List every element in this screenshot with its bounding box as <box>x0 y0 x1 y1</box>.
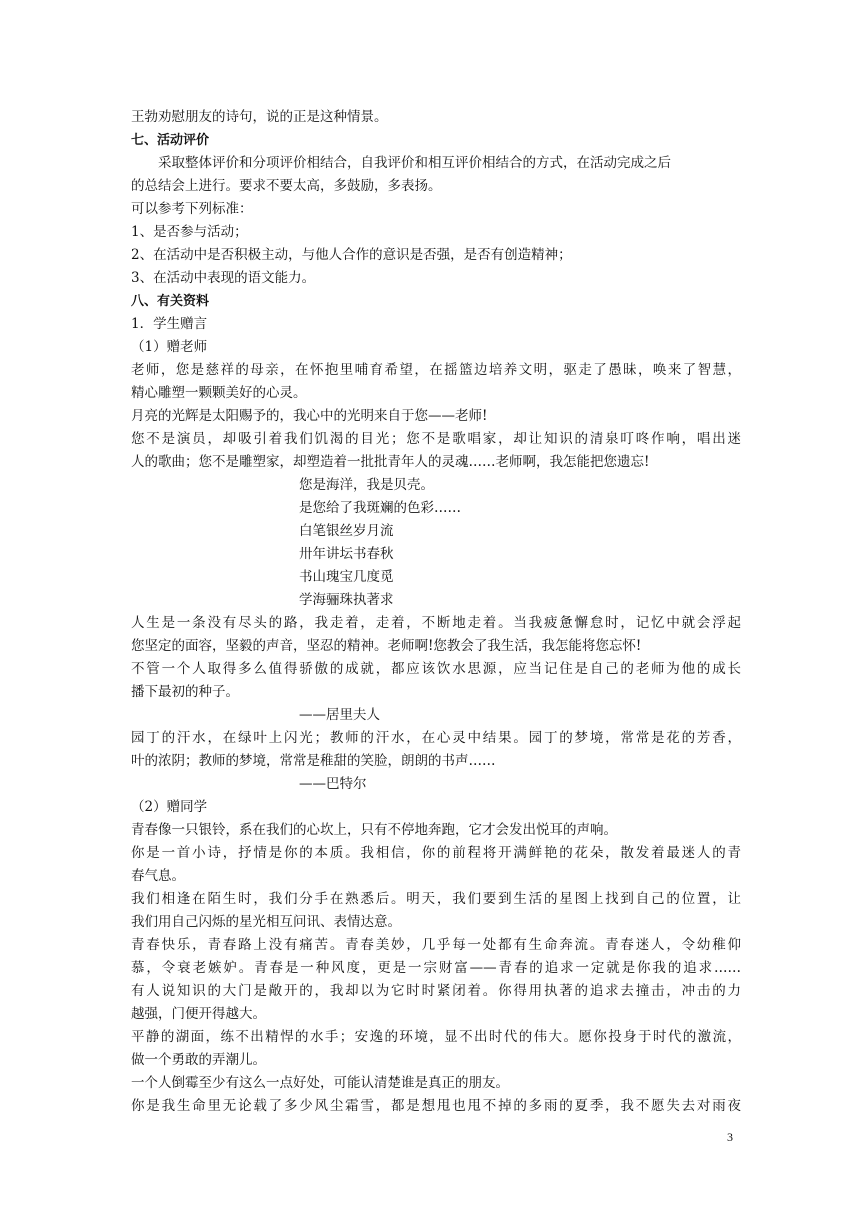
body-line: 2、在活动中是否积极主动，与他人合作的意识是否强，是否有创造精神； <box>131 247 572 263</box>
quote-attribution: ——居里夫人 <box>299 707 380 723</box>
body-line: 的总结会上进行。要求不要太高，多鼓励，多表扬。 <box>131 178 442 194</box>
body-line: 青春快乐，青春路上没有痛苦。青春美妙，几乎每一处都有生命奔流。青春迷人，令幼稚仰 <box>131 937 741 953</box>
body-line: 可以参考下列标准： <box>131 201 253 217</box>
document-body <box>131 106 741 1118</box>
poem-line: 您是海洋，我是贝壳。 <box>299 477 434 493</box>
poem-line: 白笔银丝岁月流 <box>299 523 394 539</box>
body-line: 人生是一条没有尽头的路，我走着，走着，不断地走着。当我疲惫懈怠时，记忆中就会浮起 <box>131 615 741 631</box>
body-line: 做一个勇敢的弄潮儿。 <box>131 1052 266 1068</box>
body-line: 3、在活动中表现的语文能力。 <box>131 270 316 286</box>
body-line: 有人说知识的大门是敞开的，我却以为它时时紧闭着。你得用执著的追求去撞击，冲击的力 <box>131 983 741 999</box>
poem-line: 书山瑰宝几度觅 <box>299 569 394 585</box>
body-line: 春气息。 <box>131 868 185 884</box>
body-line: 播下最初的种子。 <box>131 684 239 700</box>
body-line: 青春像一只银铃，系在我们的心坎上，只有不停地奔跑，它才会发出悦耳的声响。 <box>131 822 617 838</box>
body-line: 慕，令衰老嫉妒。青春是一种风度，更是一宗财富——青春的追求一定就是你我的追求…… <box>131 960 741 976</box>
poem-line: 是您给了我斑斓的色彩…… <box>299 500 461 516</box>
body-line: 越强，门便开得越大。 <box>131 1006 266 1022</box>
body-line: 我们相逢在陌生时，我们分手在熟悉后。明天，我们要到生活的星图上找到自己的位置，让 <box>131 891 741 907</box>
body-line: 您坚定的面容，坚毅的声音，坚忍的精神。老师啊!您教会了我生活，我怎能将您忘怀! <box>131 638 642 654</box>
body-line: 你是一首小诗，抒情是你的本质。我相信，你的前程将开满鲜艳的花朵，散发着最迷人的青 <box>131 845 741 861</box>
body-line: 您不是演员，却吸引着我们饥渴的目光；您不是歌唱家，却让知识的清泉叮咚作响，唱出迷 <box>131 431 741 447</box>
body-line: 叶的浓阴；教师的梦境，常常是稚甜的笑脸，朗朗的书声…… <box>131 753 496 769</box>
poem-line: 学海骊珠执著求 <box>299 592 394 608</box>
body-line: （1）赠老师 <box>131 339 208 355</box>
body-line: （2）赠同学 <box>131 799 208 815</box>
body-line: 你是我生命里无论载了多少风尘霜雪，都是想甩也甩不掉的多雨的夏季，我不愿失去对雨夜 <box>131 1098 741 1114</box>
quote-attribution: ——巴特尔 <box>299 776 367 792</box>
body-line: 1．学生赠言 <box>131 316 208 332</box>
body-line: 一个人倒霉至少有这么一点好处，可能认清楚谁是真正的朋友。 <box>131 1075 509 1091</box>
paragraph-first-line: 采取整体评价和分项评价相结合，自我评价和相互评价相结合的方式，在活动完成之后 <box>158 155 671 171</box>
page-number: 3 <box>727 1130 733 1144</box>
body-line: 老师，您是慈祥的母亲，在怀抱里哺育希望，在摇篮边培养文明，驱走了愚昧，唤来了智慧， <box>131 362 741 378</box>
body-line: 我们用自己闪烁的星光相互问讯、表情达意。 <box>131 914 401 930</box>
poem-line: 卅年讲坛书春秋 <box>299 546 394 562</box>
section-heading: 七、活动评价 <box>131 133 210 148</box>
body-line: 王勃劝慰朋友的诗句，说的正是这种情景。 <box>131 109 388 125</box>
body-line: 不管一个人取得多么值得骄傲的成就，都应该饮水思源，应当记住是自己的老师为他的成长 <box>131 661 741 677</box>
body-line: 精心雕塑一颗颗美好的心灵。 <box>131 385 307 401</box>
body-line: 园丁的汗水，在绿叶上闪光；教师的汗水，在心灵中结果。园丁的梦境，常常是花的芳香， <box>131 730 741 746</box>
body-line: 1、是否参与活动； <box>131 224 248 240</box>
body-line: 人的歌曲；您不是雕塑家，却塑造着一批批青年人的灵魂……老师啊，我怎能把您遗忘! <box>131 454 650 470</box>
body-line: 平静的湖面，练不出精悍的水手；安逸的环境，显不出时代的伟大。愿你投身于时代的激流， <box>131 1029 741 1045</box>
body-line: 月亮的光辉是太阳赐予的，我心中的光明来自于您——老师! <box>131 408 488 424</box>
section-heading: 八、有关资料 <box>131 294 210 309</box>
